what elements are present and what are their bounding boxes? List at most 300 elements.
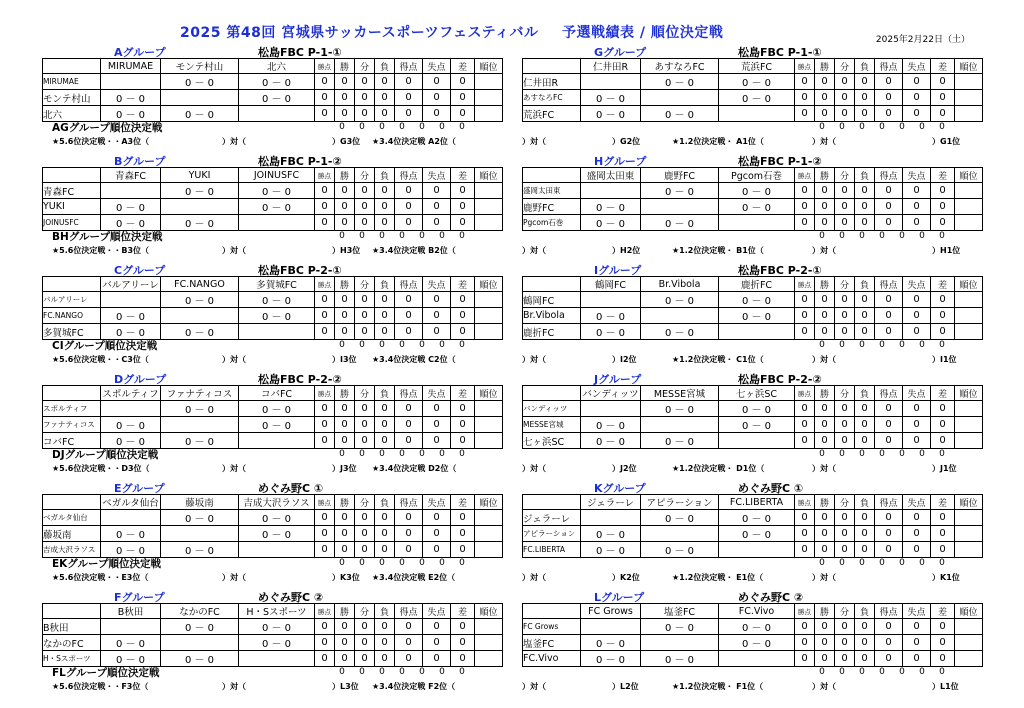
table-corner xyxy=(523,495,581,510)
table-row xyxy=(523,542,983,558)
score-cell: 0 － 0 xyxy=(581,324,641,340)
self-match-cell xyxy=(641,526,719,542)
stat-header: 負 xyxy=(855,59,875,74)
stat-cell: 0 xyxy=(451,635,475,651)
summary-zero-row xyxy=(812,449,952,459)
stat-cell: 0 xyxy=(451,417,475,433)
stat-cell xyxy=(475,183,503,199)
stat-cell xyxy=(475,292,503,308)
table-row xyxy=(43,90,503,106)
stat-cell: 0 xyxy=(355,215,375,231)
summary-zero-row xyxy=(332,558,472,568)
finals-fragment: ）I1位 xyxy=(932,355,957,364)
finals-fragment: ★5.6位決定戦・・E3位（ xyxy=(52,573,149,582)
score-cell: 0 － 0 xyxy=(719,183,795,199)
stat-cell: 0 xyxy=(903,651,931,667)
score-cell: 0 － 0 xyxy=(101,324,161,340)
self-match-cell xyxy=(101,401,161,417)
stat-cell xyxy=(475,308,503,324)
score-cell: 0 － 0 xyxy=(641,215,719,231)
stat-cell: 0 xyxy=(315,542,335,558)
score-cell: 0 － 0 xyxy=(719,635,795,651)
summary-zero: 0 xyxy=(419,667,425,677)
team-column-header: バンディッツ xyxy=(581,386,641,401)
stat-cell: 0 xyxy=(903,106,931,122)
stat-cell: 0 xyxy=(335,90,355,106)
stat-cell: 0 xyxy=(423,199,451,215)
table-row xyxy=(43,635,503,651)
stat-header: 順位 xyxy=(955,604,983,619)
stat-cell: 0 xyxy=(395,308,423,324)
finals-fragment: ）対（ xyxy=(812,355,836,364)
finals-fragment: ★1.2位決定戦・ C1位（ xyxy=(672,355,764,364)
finals-fragment: ★5.6位決定戦・・A3位（ xyxy=(52,137,150,146)
team-column-header: H・Sスポーツ xyxy=(239,604,315,619)
stat-cell: 0 xyxy=(375,292,395,308)
summary-zero: 0 xyxy=(859,558,865,568)
summary-zero: 0 xyxy=(899,667,905,677)
stat-cell: 0 xyxy=(335,106,355,122)
venue-label: めぐみ野C ② xyxy=(258,591,324,604)
stat-header: 得点 xyxy=(875,168,903,183)
stat-header: 得点 xyxy=(395,495,423,510)
stat-header: 分 xyxy=(355,604,375,619)
self-match-cell xyxy=(719,324,795,340)
stat-cell: 0 xyxy=(815,526,835,542)
score-cell: 0 － 0 xyxy=(641,292,719,308)
finals-fragment: ）K1位 xyxy=(932,573,960,582)
team-row-header: 荒浜FC xyxy=(523,106,581,122)
table-row xyxy=(523,308,983,324)
stat-cell: 0 xyxy=(931,106,955,122)
stat-cell: 0 xyxy=(335,215,355,231)
team-column-header: 荒浜FC xyxy=(719,59,795,74)
summary-zero: 0 xyxy=(439,558,445,568)
team-row-header: 吉成大沢ラソス xyxy=(43,542,101,558)
stat-cell: 0 xyxy=(423,619,451,635)
summary-zero: 0 xyxy=(359,122,365,132)
summary-zero: 0 xyxy=(399,340,405,350)
table-row xyxy=(43,526,503,542)
stat-cell: 0 xyxy=(815,74,835,90)
group-title: Lグループ xyxy=(594,591,645,604)
stat-cell: 0 xyxy=(395,215,423,231)
stat-header: 差 xyxy=(931,59,955,74)
stat-cell xyxy=(475,215,503,231)
stat-header: 失点 xyxy=(423,168,451,183)
stat-header: 勝点 xyxy=(795,168,815,183)
stat-header: 負 xyxy=(375,495,395,510)
stat-header: 分 xyxy=(355,59,375,74)
team-row-header: アピラーション xyxy=(523,526,581,542)
team-row-header: MIRUMAE xyxy=(43,74,101,90)
stat-header: 順位 xyxy=(955,277,983,292)
summary-zero: 0 xyxy=(419,122,425,132)
stat-header: 順位 xyxy=(475,168,503,183)
self-match-cell xyxy=(581,619,641,635)
summary-zero: 0 xyxy=(939,667,945,677)
summary-zero: 0 xyxy=(459,667,465,677)
stat-cell: 0 xyxy=(855,215,875,231)
group-title: Kグループ xyxy=(594,482,646,495)
stat-cell: 0 xyxy=(815,90,835,106)
team-column-header: ベガルタ仙台 xyxy=(101,495,161,510)
team-column-header: 青森FC xyxy=(101,168,161,183)
stat-cell: 0 xyxy=(315,90,335,106)
summary-zero: 0 xyxy=(899,558,905,568)
team-column-header: 鶴岡FC xyxy=(581,277,641,292)
team-row-header: FC Grows xyxy=(523,619,581,635)
stat-cell: 0 xyxy=(375,106,395,122)
stat-cell: 0 xyxy=(855,74,875,90)
stat-cell xyxy=(955,90,983,106)
stat-header: 負 xyxy=(375,604,395,619)
score-cell: 0 － 0 xyxy=(161,324,239,340)
summary-zero: 0 xyxy=(899,122,905,132)
table-row xyxy=(523,635,983,651)
self-match-cell xyxy=(101,74,161,90)
rank-decision-title: CIグループ順位決定戦 xyxy=(52,340,158,352)
stat-cell: 0 xyxy=(795,417,815,433)
stat-header: 得点 xyxy=(875,277,903,292)
table-corner xyxy=(43,386,101,401)
stat-cell: 0 xyxy=(931,183,955,199)
score-cell: 0 － 0 xyxy=(641,324,719,340)
stat-cell: 0 xyxy=(355,651,375,667)
self-match-cell xyxy=(239,542,315,558)
summary-zero: 0 xyxy=(439,340,445,350)
stat-cell: 0 xyxy=(875,510,903,526)
stat-header: 得点 xyxy=(875,59,903,74)
stat-cell: 0 xyxy=(315,526,335,542)
summary-zero: 0 xyxy=(459,449,465,459)
score-cell: 0 － 0 xyxy=(161,433,239,449)
stat-cell: 0 xyxy=(835,651,855,667)
stat-cell: 0 xyxy=(335,619,355,635)
stat-cell: 0 xyxy=(395,292,423,308)
self-match-cell xyxy=(161,199,239,215)
summary-zero-row xyxy=(812,340,952,350)
team-row-header: あすなろFC xyxy=(523,90,581,106)
self-match-cell xyxy=(581,183,641,199)
score-cell: 0 － 0 xyxy=(719,526,795,542)
stat-header: 分 xyxy=(355,168,375,183)
summary-zero: 0 xyxy=(399,558,405,568)
venue-label: 松島FBC P-1-② xyxy=(258,155,342,168)
rank-decision-title: AGグループ順位決定戦 xyxy=(52,122,163,134)
finals-fragment: ）対（ xyxy=(222,573,246,582)
stat-cell: 0 xyxy=(375,199,395,215)
stat-cell: 0 xyxy=(423,90,451,106)
summary-zero: 0 xyxy=(879,231,885,241)
stat-cell: 0 xyxy=(355,74,375,90)
standings-table xyxy=(522,58,983,122)
team-row-header: 盛岡太田東 xyxy=(523,183,581,199)
stat-cell: 0 xyxy=(795,526,815,542)
summary-zero: 0 xyxy=(819,231,825,241)
stat-cell: 0 xyxy=(815,308,835,324)
team-row-header: 七ヶ浜SC xyxy=(523,433,581,449)
stat-header: 勝点 xyxy=(795,386,815,401)
team-row-header: モンテ村山 xyxy=(43,90,101,106)
score-cell: 0 － 0 xyxy=(101,90,161,106)
score-cell: 0 － 0 xyxy=(641,183,719,199)
stat-cell: 0 xyxy=(815,324,835,340)
finals-fragment: ）I3位 xyxy=(332,355,357,364)
summary-zero: 0 xyxy=(859,122,865,132)
stat-cell xyxy=(475,526,503,542)
summary-zero: 0 xyxy=(939,231,945,241)
stat-cell: 0 xyxy=(423,510,451,526)
stat-header: 差 xyxy=(931,386,955,401)
stat-cell: 0 xyxy=(355,401,375,417)
finals-fragment: ）H3位 xyxy=(332,246,361,255)
summary-zero: 0 xyxy=(439,231,445,241)
stat-cell xyxy=(475,199,503,215)
stat-cell: 0 xyxy=(423,526,451,542)
stat-header: 得点 xyxy=(395,277,423,292)
stat-cell: 0 xyxy=(903,417,931,433)
summary-zero: 0 xyxy=(859,340,865,350)
stat-cell: 0 xyxy=(903,292,931,308)
summary-zero: 0 xyxy=(379,449,385,459)
stat-header: 得点 xyxy=(395,386,423,401)
stat-cell: 0 xyxy=(815,215,835,231)
summary-zero: 0 xyxy=(339,340,345,350)
self-match-cell xyxy=(239,106,315,122)
stat-cell: 0 xyxy=(795,324,815,340)
finals-fragment: ★3.4位決定戦 B2位（ xyxy=(372,246,456,255)
team-column-header: B秋田 xyxy=(101,604,161,619)
summary-zero: 0 xyxy=(359,667,365,677)
summary-zero: 0 xyxy=(419,558,425,568)
score-cell: 0 － 0 xyxy=(101,542,161,558)
stat-cell: 0 xyxy=(315,106,335,122)
summary-zero: 0 xyxy=(879,122,885,132)
stat-header: 勝 xyxy=(815,277,835,292)
stat-cell: 0 xyxy=(903,74,931,90)
score-cell: 0 － 0 xyxy=(161,215,239,231)
self-match-cell xyxy=(719,542,795,558)
table-row xyxy=(43,417,503,433)
standings-table xyxy=(522,167,983,231)
team-row-header: 鶴岡FC xyxy=(523,292,581,308)
stat-header: 順位 xyxy=(955,495,983,510)
self-match-cell xyxy=(719,215,795,231)
stat-cell xyxy=(955,324,983,340)
stat-cell xyxy=(955,308,983,324)
stat-header: 失点 xyxy=(423,386,451,401)
stat-cell: 0 xyxy=(815,183,835,199)
stat-cell: 0 xyxy=(815,417,835,433)
team-column-header: コバFC xyxy=(239,386,315,401)
summary-zero: 0 xyxy=(839,340,845,350)
stat-cell: 0 xyxy=(875,542,903,558)
stat-cell: 0 xyxy=(395,74,423,90)
stat-header: 順位 xyxy=(955,168,983,183)
stat-cell: 0 xyxy=(875,215,903,231)
stat-header: 失点 xyxy=(423,604,451,619)
stat-header: 負 xyxy=(855,277,875,292)
stat-cell: 0 xyxy=(903,526,931,542)
score-cell: 0 － 0 xyxy=(101,635,161,651)
table-corner xyxy=(43,277,101,292)
stat-cell: 0 xyxy=(931,74,955,90)
stat-cell: 0 xyxy=(835,526,855,542)
stat-cell: 0 xyxy=(423,324,451,340)
team-column-header: 藤坂南 xyxy=(161,495,239,510)
stat-header: 差 xyxy=(451,168,475,183)
stat-cell: 0 xyxy=(931,308,955,324)
stat-cell: 0 xyxy=(931,417,955,433)
self-match-cell xyxy=(239,215,315,231)
stat-cell: 0 xyxy=(875,401,903,417)
stat-cell: 0 xyxy=(875,183,903,199)
summary-zero: 0 xyxy=(439,122,445,132)
stat-cell: 0 xyxy=(375,542,395,558)
group-title: Aグループ xyxy=(114,46,166,59)
stat-cell: 0 xyxy=(835,74,855,90)
stat-cell: 0 xyxy=(315,308,335,324)
stat-cell: 0 xyxy=(855,90,875,106)
stat-cell: 0 xyxy=(835,619,855,635)
stat-header: 負 xyxy=(375,277,395,292)
stat-cell: 0 xyxy=(835,401,855,417)
stat-cell: 0 xyxy=(355,635,375,651)
summary-zero-row xyxy=(332,449,472,459)
stat-header: 分 xyxy=(835,604,855,619)
stat-header: 勝点 xyxy=(315,168,335,183)
stat-header: 勝点 xyxy=(315,386,335,401)
stat-cell: 0 xyxy=(335,183,355,199)
team-column-header: 塩釜FC xyxy=(641,604,719,619)
stat-cell: 0 xyxy=(875,417,903,433)
score-cell: 0 － 0 xyxy=(239,183,315,199)
stat-header: 得点 xyxy=(875,495,903,510)
finals-fragment: ★5.6位決定戦・・C3位（ xyxy=(52,355,149,364)
stat-header: 得点 xyxy=(395,168,423,183)
score-cell: 0 － 0 xyxy=(239,199,315,215)
self-match-cell xyxy=(239,324,315,340)
self-match-cell xyxy=(581,74,641,90)
table-corner xyxy=(523,277,581,292)
standings-table xyxy=(522,385,983,449)
self-match-cell xyxy=(641,90,719,106)
stat-header: 勝点 xyxy=(795,495,815,510)
stat-cell: 0 xyxy=(375,90,395,106)
stat-header: 失点 xyxy=(903,168,931,183)
stat-cell: 0 xyxy=(355,619,375,635)
finals-fragment: ）H1位 xyxy=(932,246,961,255)
score-cell: 0 － 0 xyxy=(101,651,161,667)
stat-cell: 0 xyxy=(355,526,375,542)
group-title: Eグループ xyxy=(114,482,165,495)
finals-fragment: ）対（ xyxy=(812,573,836,582)
summary-zero: 0 xyxy=(919,122,925,132)
summary-zero: 0 xyxy=(839,667,845,677)
stat-cell: 0 xyxy=(315,215,335,231)
table-row xyxy=(43,199,503,215)
stat-cell: 0 xyxy=(835,417,855,433)
team-column-header: 吉成大沢ラソス xyxy=(239,495,315,510)
stat-header: 勝点 xyxy=(795,59,815,74)
summary-zero: 0 xyxy=(939,449,945,459)
stat-cell: 0 xyxy=(815,635,835,651)
score-cell: 0 － 0 xyxy=(641,433,719,449)
stat-header: 勝点 xyxy=(795,277,815,292)
stat-cell: 0 xyxy=(335,510,355,526)
team-row-header: 青森FC xyxy=(43,183,101,199)
score-cell: 0 － 0 xyxy=(161,183,239,199)
stat-cell: 0 xyxy=(835,542,855,558)
stat-cell xyxy=(955,542,983,558)
title-main: 2025 第48回 宮城県サッカースポーツフェスティバル xyxy=(180,25,539,41)
score-cell: 0 － 0 xyxy=(641,510,719,526)
stat-cell: 0 xyxy=(903,635,931,651)
rank-decision-title: EKグループ順位決定戦 xyxy=(52,558,161,570)
score-cell: 0 － 0 xyxy=(239,526,315,542)
stat-cell: 0 xyxy=(451,526,475,542)
score-cell: 0 － 0 xyxy=(161,292,239,308)
finals-fragment: ★5.6位決定戦・・B3位（ xyxy=(52,246,150,255)
table-row xyxy=(523,417,983,433)
stat-cell: 0 xyxy=(355,106,375,122)
table-row xyxy=(43,292,503,308)
stat-cell xyxy=(475,433,503,449)
stat-header: 分 xyxy=(835,386,855,401)
stat-cell: 0 xyxy=(335,292,355,308)
self-match-cell xyxy=(101,183,161,199)
finals-fragment: ★3.4位決定戦 E2位（ xyxy=(372,573,456,582)
team-row-header: 北六 xyxy=(43,106,101,122)
stat-cell: 0 xyxy=(931,510,955,526)
stat-cell: 0 xyxy=(903,619,931,635)
stat-cell: 0 xyxy=(815,542,835,558)
team-column-header: Pgcom石巻 xyxy=(719,168,795,183)
stat-cell: 0 xyxy=(855,510,875,526)
table-corner xyxy=(523,604,581,619)
score-cell: 0 － 0 xyxy=(581,526,641,542)
table-row xyxy=(523,619,983,635)
table-corner xyxy=(523,59,581,74)
stat-header: 得点 xyxy=(875,604,903,619)
self-match-cell xyxy=(161,526,239,542)
stat-cell: 0 xyxy=(395,510,423,526)
summary-zero: 0 xyxy=(359,558,365,568)
team-row-header: H・Sスポーツ xyxy=(43,651,101,667)
stat-cell: 0 xyxy=(375,417,395,433)
table-row xyxy=(523,74,983,90)
finals-fragment: ★1.2位決定戦・ F1位（ xyxy=(672,682,764,691)
stat-cell xyxy=(955,215,983,231)
score-cell: 0 － 0 xyxy=(719,510,795,526)
summary-zero: 0 xyxy=(939,340,945,350)
stat-cell: 0 xyxy=(835,308,855,324)
group-title: Iグループ xyxy=(594,264,642,277)
team-column-header: 盛岡太田東 xyxy=(581,168,641,183)
standings-table xyxy=(42,58,503,122)
table-row xyxy=(523,433,983,449)
venue-label: めぐみ野C ② xyxy=(738,591,804,604)
stat-cell: 0 xyxy=(395,526,423,542)
date-label: 2025年2月22日（土） xyxy=(875,35,970,45)
stat-cell: 0 xyxy=(423,401,451,417)
score-cell: 0 － 0 xyxy=(581,199,641,215)
team-column-header: FC.Vivo xyxy=(719,604,795,619)
stat-cell: 0 xyxy=(451,183,475,199)
summary-zero: 0 xyxy=(379,231,385,241)
stat-cell: 0 xyxy=(855,433,875,449)
